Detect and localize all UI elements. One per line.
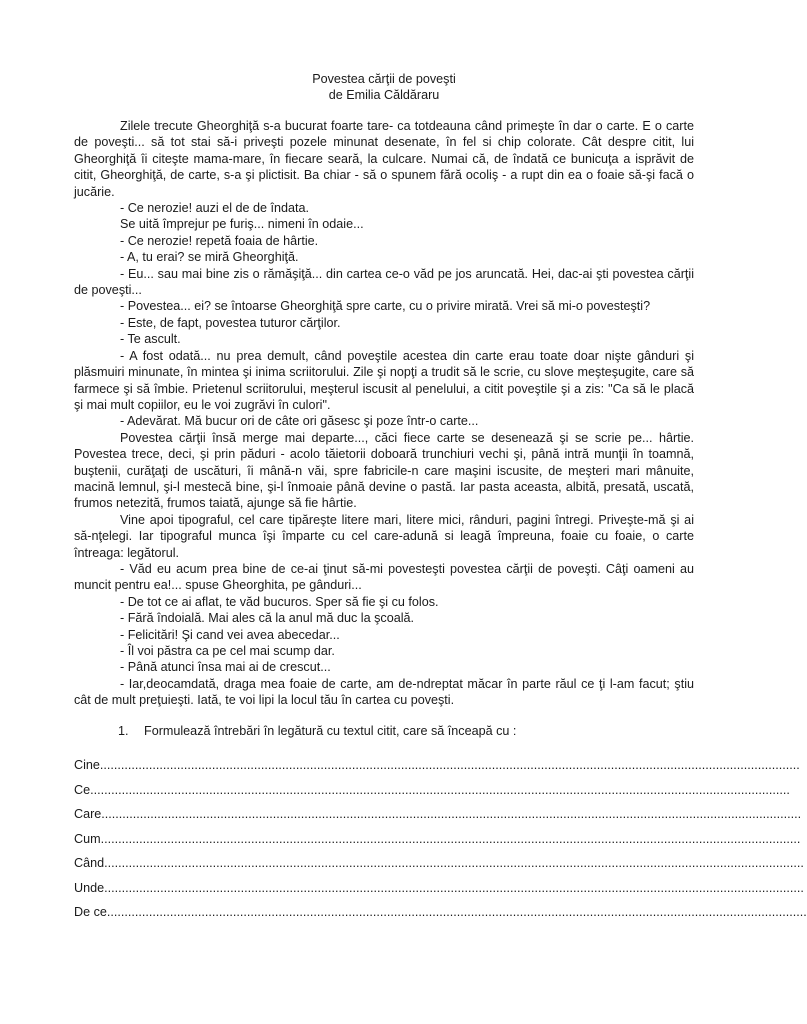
dotted-answer-space[interactable]: ........................................................................................................................................................................................................ xyxy=(106,905,807,919)
answer-prompt: Cum xyxy=(74,831,101,846)
story-paragraph: - Ce nerozie! auzi el de de îndata. xyxy=(120,201,310,216)
dotted-answer-space[interactable]: ........................................................................................................................................................................................................ xyxy=(100,831,801,846)
story-paragraph: Vine apoi tipograful, cel care tipăreşte litere mari, litere mici, rânduri, pagini întregi. Priveşte-mă şi ai să-nţelegi. Iar tipograful munca îşi împarte cu cel care-adună si leagă împreuna, foaie cu foaie, o carte întreaga: legătorul. xyxy=(74,512,694,560)
exercise-number: 1. xyxy=(118,724,129,738)
story-paragraph: Zilele trecute Gheorghiţă s-a bucurat foarte tare- ca totdeauna când primeşte în dar o carte. E o carte de poveşti... să tot stai să-i priveşti pozele minunat desenate, în fel si chip colorate. Cât despre citit, lui Gheorghiţă îi citeşte mama-mare, în fiecare seară, la culcare. Numai că, de îndată ce bunicuţa a isprăvit de citit, Gheorghiţă, de carte, s-a şi plictisit. Ba chiar - să o spunem fără ocoliş - a rupt din ea o foaie să-şi facă o jucărie. xyxy=(74,119,694,199)
answer-prompt: De ce xyxy=(74,905,107,919)
story-paragraph: - A fost odată... nu prea demult, când poveştile acestea din carte erau toate doar nişte gânduri şi plăsmuiri minunate, în mintea şi inima scriitorului. Zile şi nopţi a trudit să le scrie, cu slove meşteşugite, care să farmece şi să îmbie. Prietenul scriitorului, meşterul iscusit al penelului, a citit poveştile şi a zis: "Ca să le placă şi mai mult copiilor, eu le voi zugrăvi în culori". xyxy=(74,348,694,412)
answer-prompt: Ce xyxy=(74,782,91,797)
answer-prompt: Când xyxy=(74,856,105,870)
story-paragraph: Povestea cărţii însă merge mai departe..., căci fiece carte se desenează şi se scrie pe... hârtie. Povestea trece, deci, şi prin păduri - acolo tăietorii doboară trunchiuri vechi şi, până intră munţii în toamnă, buştenii, curăţaţi de uscături, îi mână-n văi, spre fabricile-n care maşini iscusite, de meşteri mari mânuite, macină lemnul, şi-l mestecă bine, şi-l înmoaie până devine o pastă. Iar pasta aceasta, albită, presată, uscată, frumos netezită, frumos taiată, ajunge să fie hârtie. xyxy=(74,430,694,511)
document-title: Povestea cărţii de poveşti xyxy=(312,72,456,86)
story-paragraph: - Adevărat. Mă bucur ori de câte ori găsesc şi poze într-o carte... xyxy=(120,414,479,429)
story-text xyxy=(74,118,694,709)
story-paragraph: - A, tu erai? se miră Gheorghiţă. xyxy=(120,250,299,265)
story-paragraph: - Până atunci însa mai ai de crescut... xyxy=(120,660,331,675)
dotted-answer-space[interactable]: ........................................................................................................................................................................................................ xyxy=(90,782,790,797)
story-paragraph: - Este, de fapt, povestea tuturor cărţilor. xyxy=(120,315,341,330)
story-paragraph: - Iar,deocamdată, draga mea foaie de carte, am de-ndreptat măcar în parte răul ce ţi l-am facut; ştiu cât de mult preţuieşti. Iată, te voi lipi la locul tău în cartea cu poveşti. xyxy=(74,676,694,708)
answer-line[interactable] xyxy=(74,757,800,782)
document-author: de Emilia Căldăraru xyxy=(328,88,440,102)
story-paragraph: - Îl voi păstra ca pe cel mai scump dar. xyxy=(120,644,335,658)
dotted-answer-space[interactable]: ........................................................................................................................................................................................................ xyxy=(104,880,804,895)
title-block xyxy=(0,71,768,103)
answer-prompt: Care xyxy=(74,807,102,821)
story-paragraph: - Ce nerozie! repetă foaia de hârtie. xyxy=(120,233,319,248)
answer-prompt: Cine xyxy=(74,758,100,772)
exercise-instruction xyxy=(118,723,516,739)
dotted-answer-space[interactable]: ........................................................................................................................................................................................................ xyxy=(99,758,800,772)
answer-line[interactable] xyxy=(74,904,807,929)
dotted-answer-space[interactable]: ........................................................................................................................................................................................................ xyxy=(101,807,802,821)
exercise-text: Formulează întrebări în legătură cu textul citit, care să înceapă cu : xyxy=(144,724,517,738)
story-paragraph: - Fără îndoială. Mai ales că la anul mă duc la şcoală. xyxy=(120,611,415,626)
answer-line[interactable] xyxy=(74,880,804,905)
story-paragraph: - Văd eu acum prea bine de ce-ai ţinut să-mi povesteşti povestea cărţii de poveşti. Câţi oameni au muncit pentru ea!... spuse Gheorghita, pe gânduri... xyxy=(74,561,694,593)
story-paragraph: - Povestea... ei? se întoarse Gheorghiţă spre carte, cu o privire mirată. Vrei să mi-o povesteşti? xyxy=(120,299,651,314)
answer-line[interactable] xyxy=(74,831,801,856)
story-paragraph: - Felicitări! Şi cand vei avea abecedar... xyxy=(120,627,340,642)
story-paragraph: - Eu... sau mai bine zis o rămăşiţă... din cartea ce-o văd pe jos aruncată. Hei, dac-ai şti povestea cărţii de poveşti... xyxy=(74,266,694,298)
answer-lines xyxy=(74,757,807,929)
answer-prompt: Unde xyxy=(74,880,105,895)
story-paragraph: - De tot ce ai aflat, te văd bucuros. Sper să fie şi cu folos. xyxy=(120,594,439,609)
story-paragraph: Se uită împrejur pe furiş... nimeni în odaie... xyxy=(120,217,364,232)
answer-line[interactable] xyxy=(74,782,790,807)
answer-line[interactable] xyxy=(74,855,804,880)
dotted-answer-space[interactable]: ........................................................................................................................................................................................................ xyxy=(104,856,804,870)
story-paragraph: - Te ascult. xyxy=(120,332,181,347)
answer-line[interactable] xyxy=(74,806,802,831)
